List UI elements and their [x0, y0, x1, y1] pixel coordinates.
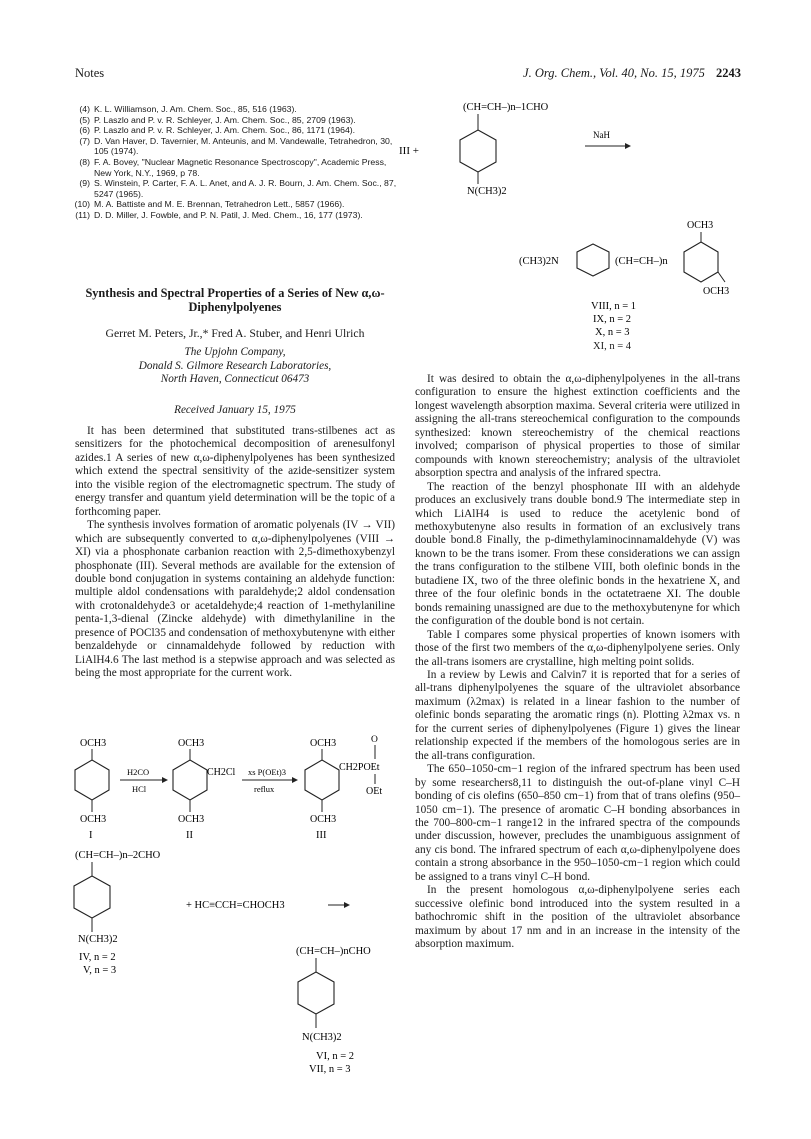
reagent-label: NaH — [593, 130, 610, 140]
compound-label: V, n = 3 — [83, 965, 117, 976]
affiliation — [75, 346, 395, 387]
methoxy-label: OCH3 — [178, 814, 205, 825]
chain-label: (CH=CH–)n–1CHO — [463, 102, 549, 113]
compound-label: VI, n = 2 — [316, 1051, 355, 1062]
compound-label: VII, n = 3 — [309, 1064, 351, 1075]
compound-label: IV, n = 2 — [79, 952, 116, 963]
benzene-ring — [75, 760, 109, 800]
reference-item: (10) M. A. Battiste and M. E. Brennan, Tetrahedron Lett., 5857 (1966). — [74, 199, 345, 210]
paragraph: It has been determined that substituted trans-stilbenes act as sensitizers for the photochemical decomposition of arenesulfonyl azides.1 A series of new α,ω-diphenylpolyenes has been synthesized which extend the spectral sensitivity of the azide-sensitizer system into the visible region of the electromagnetic spectrum. The study of energy transfer and quantum yield determination will be the topic of a forthcoming paper. — [75, 425, 395, 518]
reference-item: (8) F. A. Bovey, "Nuclear Magnetic Resonance Spectroscopy", Academic Press, New York, N.Y., 1969, p 78. — [79, 156, 387, 178]
reference-item: (7) D. Van Haver, D. Tavernier, M. Anteunis, and M. Vandewalle, Tetrahedron, 30, 105 (1974). — [79, 135, 393, 157]
methoxy-label: OCH3 — [687, 220, 714, 231]
compound-label: III — [316, 830, 327, 841]
benzene-ring — [173, 760, 207, 800]
methoxy-label: OCH3 — [310, 738, 337, 749]
reactant-label: III + — [399, 145, 419, 157]
compound-label: IX, n = 2 — [593, 314, 632, 325]
compound-label: XI, n = 4 — [593, 341, 632, 352]
article-title: Synthesis and Spectral Properties of a Series of New α,ω-Diphenylpolyenes — [85, 286, 385, 314]
reference-item: (9) S. Winstein, P. Carter, F. A. L. Anet, and A. J. R. Bourn, J. Am. Chem. Soc., 87, 5247 (1965). — [79, 178, 397, 199]
reference-item: (4) K. L. Williamson, J. Am. Chem. Soc., 85, 516 (1963). — [79, 104, 297, 114]
section-header: Notes — [75, 66, 105, 80]
benzene-ring — [684, 242, 718, 282]
benzene-ring — [577, 244, 609, 276]
page-number: 2243 — [716, 66, 741, 80]
benzene-ring — [74, 876, 110, 918]
reagent-label: reflux — [254, 784, 275, 794]
paragraph: Table I compares some physical properties of known isomers with those of the first two members of the α,ω-diphenylpolyene series. Only the all-trans isomers are crystalline, high melting point solids. — [415, 628, 740, 668]
compound-label: VIII, n = 1 — [591, 301, 636, 312]
article-authors: Gerret M. Peters, Jr.,* Fred A. Stuber, and Henri Ulrich — [105, 327, 365, 340]
scheme-phosphonate-synthesis — [70, 732, 410, 1117]
amine-label: N(CH3)2 — [467, 186, 507, 197]
phosphonate-label: CH2POEt — [339, 762, 380, 773]
reference-item: (6) P. Laszlo and P. v. R. Schleyer, J. Am. Chem. Soc., 86, 1171 (1964). — [79, 125, 356, 136]
reagent-label: xs P(OEt)3 — [248, 767, 287, 777]
oxygen-label: O — [371, 735, 378, 745]
journal-header — [523, 66, 741, 81]
methoxy-label: OCH3 — [80, 814, 107, 825]
affiliation-line: The Upjohn Company, — [184, 346, 286, 358]
compound-label: X, n = 3 — [595, 327, 630, 338]
paragraph: The reaction of the benzyl phosphonate III with an aldehyde produces an exclusively trans double bond.9 The intermediate step in which LiAlH4 is used to reduce the acetylenic bond of methoxybutenyne also results in formation of an exclusively trans double bond.8 Finally, the p-dimethylaminocinnamaldehyde (V) was known to be the trans isomer. From these considerations we can assign the trans configuration to the stilbene VIII, both olefinic bonds in the butadiene IX, two of the three olefinic bonds in the hexatriene X, and three of the four olefinic bonds in the octatetraene XI. The double bonds remaining unassigned are due to the methoxybutenyne for which the configuration of the double bond is not certain. — [415, 480, 740, 628]
scheme-polyene-formation — [395, 96, 755, 341]
affiliation-line: North Haven, Connecticut 06473 — [160, 373, 310, 385]
compound-label: II — [186, 830, 193, 841]
reference-list — [72, 104, 402, 221]
methoxy-label: OCH3 — [80, 738, 107, 749]
compound-label: I — [89, 830, 93, 841]
amine-label: N(CH3)2 — [302, 1032, 342, 1043]
methoxybutenyne-label: + HC≡CCH=CHOCH3 — [186, 900, 285, 911]
paragraph: It was desired to obtain the α,ω-diphenylpolyenes in the all-trans configuration to ensure the highest extinction coefficients and the longest wavelength absorption maxima. Several criteria were utilized in assigning the all-trans stereochemical configuration to the compounds synthesized: known stereochemistry of the chemical reactions involved; comparison of physical properties to those of similar compounds with known stereochemistry; analysis of the ultraviolet absorption spectra and analysis of the infrared spectra. — [415, 373, 740, 480]
paragraph: In a review by Lewis and Calvin7 it is reported that for a series of all-trans diphenylpolyenes the square of the ultraviolet absorbance maximum (λ2max) is related in a linear fashion to the number of olefinic bonds separating the aromatic rings (n). Plotting λ2max vs. n for the current series of diphenylpolyenes (Figure 1) gives the linear relationship expected if the members of the homologous series are in the all-trans configuration. — [415, 668, 740, 762]
methoxy-label: OCH3 — [178, 738, 205, 749]
left-column-text — [75, 425, 395, 681]
reagent-label: HCl — [132, 784, 147, 794]
chain-label: (CH=CH–)n–2CHO — [75, 850, 161, 861]
amine-label: N(CH3)2 — [78, 934, 118, 945]
benzene-ring — [305, 760, 339, 800]
benzene-ring — [298, 972, 334, 1014]
paragraph: The synthesis involves formation of aromatic polyenals (IV → VII) which are subsequently converted to α,ω-diphenylpolyenes (VIII → XI) via a phosphonate carbanion reaction with 2,5-dimethoxybenzyl phosphonate (III). Several methods are available for the extension of double bond conjugation in systems containing an aldehyde function: multiple aldol condensations with paraldehyde;2 aldol condensation with crotonaldehyde3 or acetaldehyde;4 reaction of 1-methylaniline penta-1,3-dienal (Zincke aldehyde) with dimethylaniline in the presence of POCl35 and condensation of methoxybutenyne with either benzaldehyde or cinnamaldehyde followed by reduction with LiAlH4.6 The last method is a stepwise approach and was selected as being the most appropriate for the current work. — [75, 519, 395, 680]
paragraph: In the present homologous α,ω-diphenylpolyene series each successive olefinic bond introduced into the system resulted in a bathochromic shift in the position of the ultraviolet absorbance maximum by about 17 nm and in an increase in the intensity of the absorption maximum. — [415, 884, 740, 951]
reagent-label: H2CO — [127, 767, 150, 777]
paragraph: The 650–1050-cm−1 region of the infrared spectrum has been used by some researchers8,11 to distinguish the out-of-plane vinyl C–H bonding of cis olefins (650–850 cm−1) from that of trans olefins (950–1050 cm−1). The presence of aromatic C–H bonding absorbances in the 700–800-cm−1 range12 in the infrared spectra of the compounds under discussion, however, precludes the unambiguous assignment of any cis bond. The infrared spectrum of each α,ω-diphenylpolyene does contain a strong absorbance in the 950–1050-cm−1 region which could be assigned to a trans vinyl C–H bond. — [415, 763, 740, 883]
reference-item: (5) P. Laszlo and P. v. R. Schleyer, J. Am. Chem. Soc., 85, 2709 (1963). — [79, 114, 356, 125]
methoxy-label: OCH3 — [310, 814, 337, 825]
received-date: Received January 15, 1975 — [174, 404, 296, 416]
product-chain-label: (CH=CH–)n — [615, 256, 668, 267]
ethoxy-label: OEt — [366, 786, 383, 797]
right-column-text — [415, 373, 740, 951]
affiliation-line: Donald S. Gilmore Research Laboratories, — [138, 359, 332, 372]
chloromethyl-label: CH2Cl — [207, 767, 236, 778]
product-amine-label: (CH3)2N — [519, 256, 559, 267]
journal-citation: J. Org. Chem., Vol. 40, No. 15, 1975 — [523, 66, 705, 80]
methoxy-label: OCH3 — [703, 286, 730, 297]
reference-item: (11) D. D. Miller, J. Fowble, and P. N. Patil, J. Med. Chem., 16, 177 (1973). — [75, 209, 363, 220]
benzene-ring — [460, 130, 496, 172]
chain-label: (CH=CH–)nCHO — [296, 946, 371, 957]
